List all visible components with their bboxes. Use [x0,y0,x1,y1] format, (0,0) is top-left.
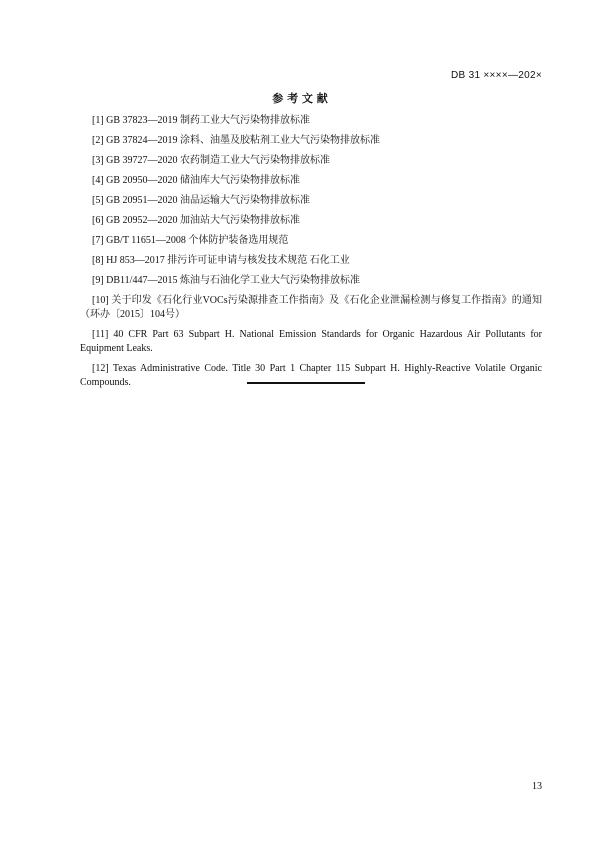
reference-item-8: [8] HJ 853—2017 排污许可证申请与核发技术规范 石化工业 [92,255,350,266]
reference-item-9: [9] DB11/447—2015 炼油与石油化学工业大气污染物排放标准 [92,275,360,286]
page-number: 13 [532,781,542,792]
reference-item-11: [11] 40 CFR Part 63 Subpart H. National Emission Standards for Organic Hazardous Air Pollutants for Equipment Leaks. [80,329,542,354]
reference-item-2: [2] GB 37824—2019 涂料、油墨及胶粘剂工业大气污染物排放标准 [92,135,381,146]
reference-item-1: [1] GB 37823—2019 制药工业大气污染物排放标准 [92,115,311,126]
references-title: 参 考 文 献 [272,92,328,105]
reference-list [80,114,542,396]
end-of-document-rule [247,382,365,384]
reference-item-6: [6] GB 20952—2020 加油站大气污染物排放标准 [92,215,301,226]
reference-item-12: [12] Texas Administrative Code. Title 30 Part 1 Chapter 115 Subpart H. Highly-Reactive Volatile Organic Compounds. [80,363,542,388]
reference-item-5: [5] GB 20951—2020 油品运输大气污染物排放标准 [92,195,311,206]
standard-code-header: DB 31 ××××—202× [451,70,542,81]
reference-item-10: [10] 关于印发《石化行业VOCs污染源排查工作指南》及《石化企业泄漏检测与修复工作指南》的通知（环办〔2015〕104号） [80,295,542,320]
reference-item-4: [4] GB 20950—2020 储油库大气污染物排放标准 [92,175,301,186]
reference-item-7: [7] GB/T 11651—2008 个体防护装备选用规范 [92,235,289,246]
reference-item-3: [3] GB 39727—2020 农药制造工业大气污染物排放标准 [92,155,331,166]
